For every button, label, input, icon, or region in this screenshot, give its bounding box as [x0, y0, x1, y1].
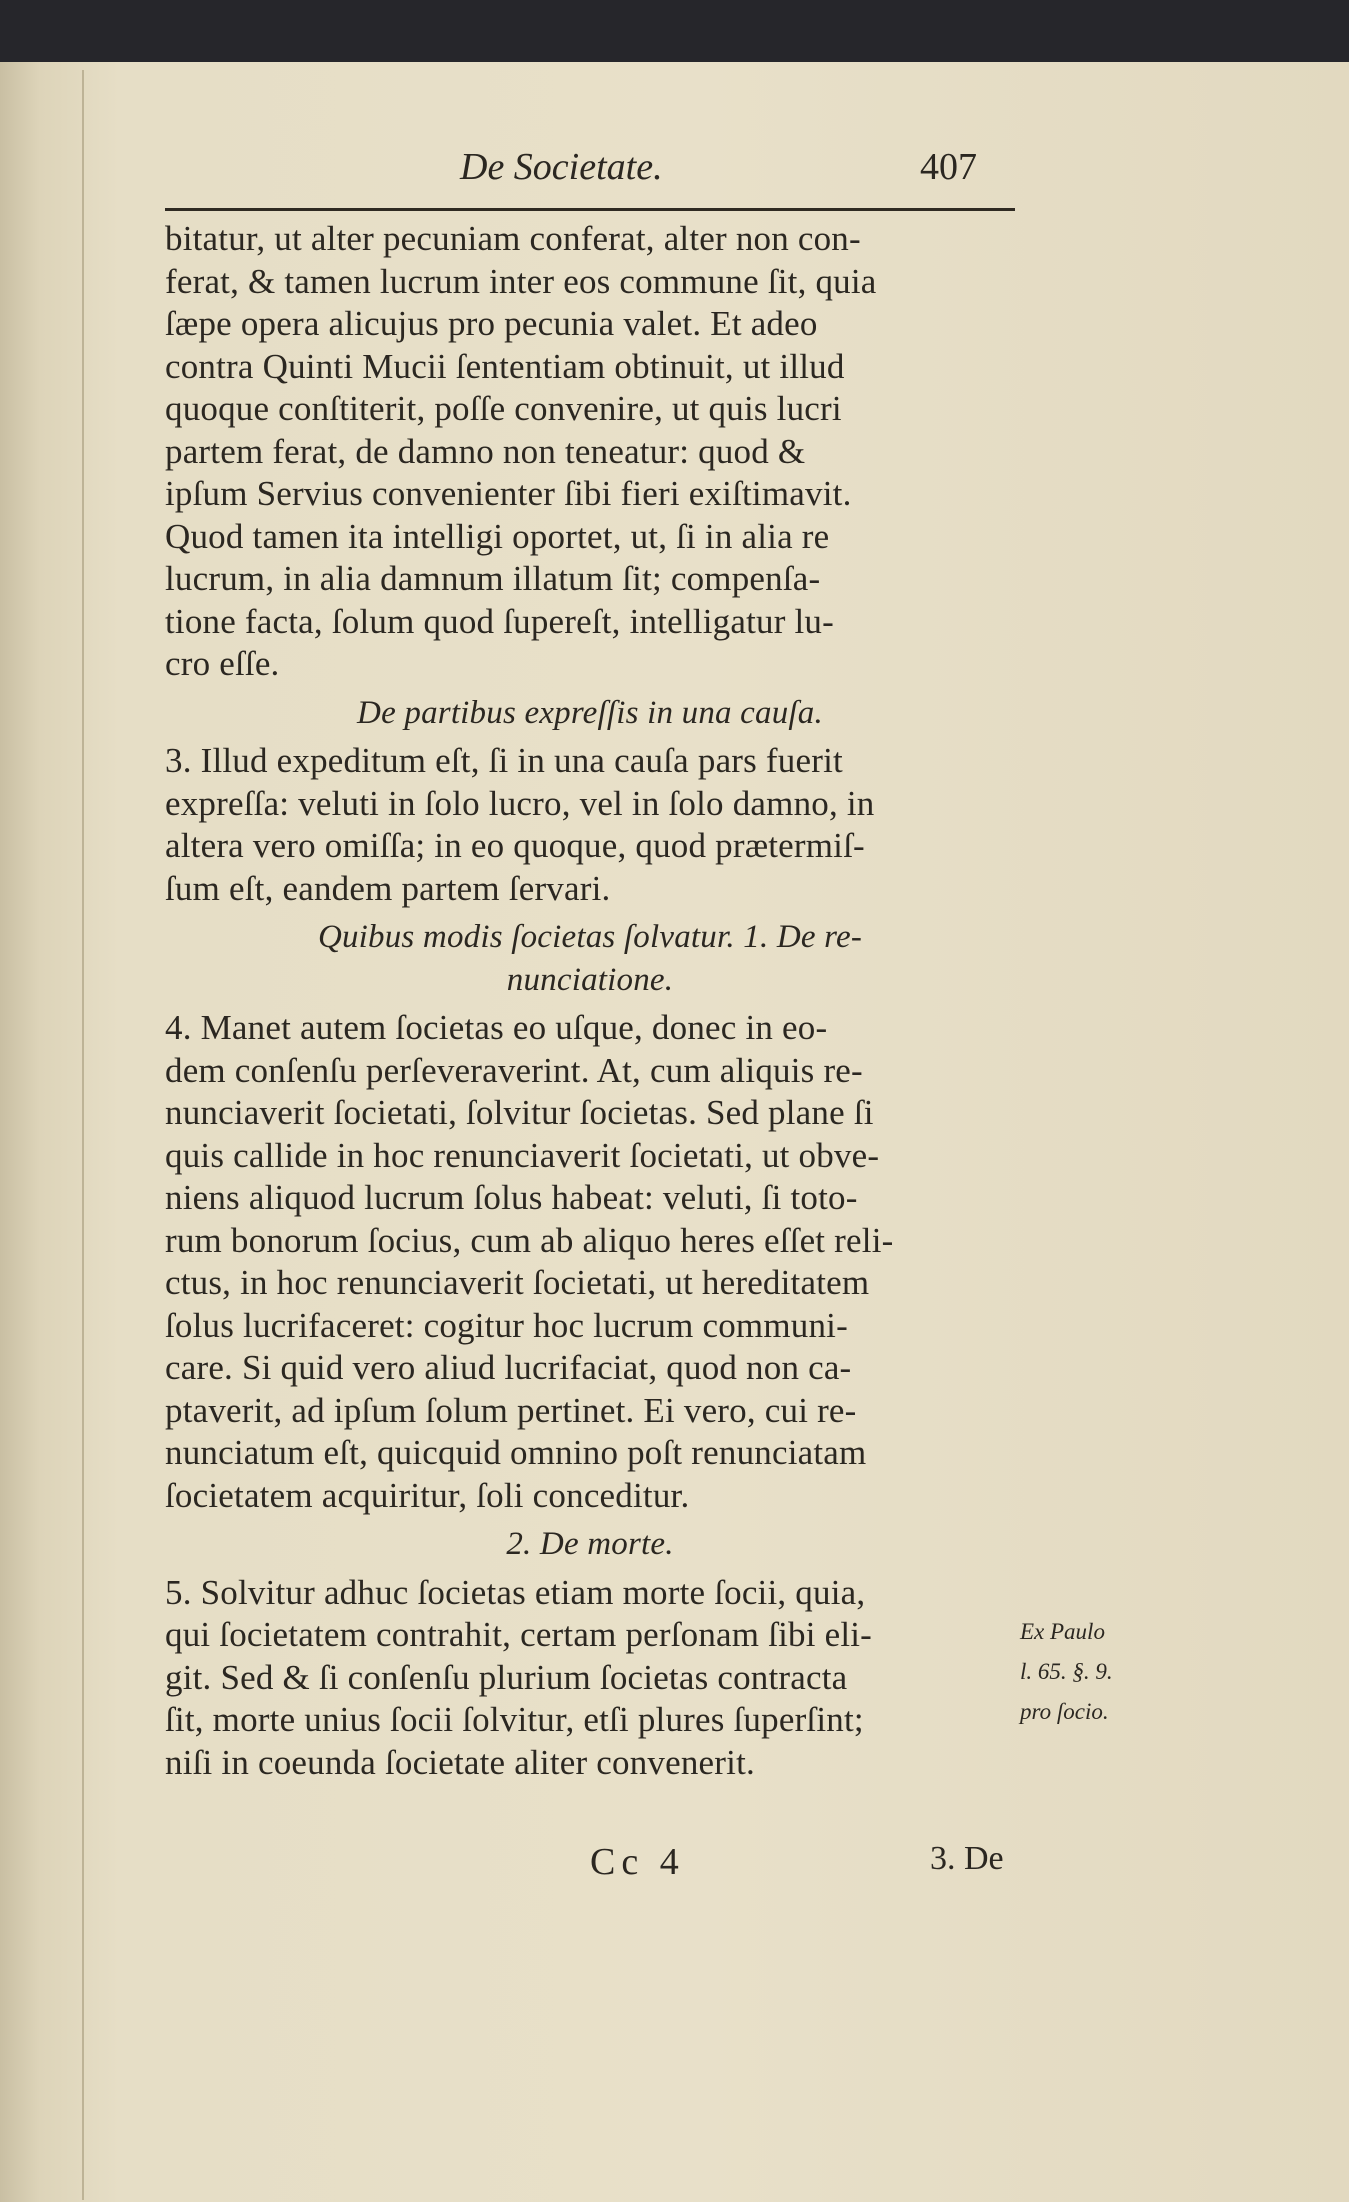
paragraph-3 [165, 740, 1015, 910]
text-line: quis callide in hoc renunciaverit ſocietati, ut obve- [165, 1135, 880, 1175]
text-line: care. Si quid vero aliud lucrifaciat, quod non ca- [165, 1348, 852, 1387]
text-line: qui ſocietatem contrahit, certam perſonam ſibi eli- [165, 1615, 873, 1654]
text-line: ctus, in hoc renunciaverit ſocietati, ut hereditatem [165, 1263, 870, 1302]
heading-line: Quibus modis ſocietas ſolvatur. 1. De re- [317, 919, 863, 955]
text-line: Quod tamen ita intelligi oportet, ut, ſi in alia re [165, 516, 830, 556]
header-rule [165, 208, 1015, 211]
text-line: lucrum, in alia damnum illatum ſit; compenſa- [165, 559, 821, 598]
text-line: niſi in coeunda ſocietate aliter convenerit. [165, 1742, 755, 1782]
text-line: rum bonorum ſocius, cum ab aliquo heres eſſet reli- [165, 1220, 894, 1260]
catchword: 3. De [930, 1840, 1004, 1877]
text-line: partem ferat, de damno non teneatur: quod & [165, 431, 806, 471]
text-line: tione facta, ſolum quod ſupereſt, intelligatur lu- [165, 601, 834, 641]
signature-mark: Cc 4 [590, 1841, 685, 1883]
scan-background [0, 0, 1349, 62]
body-text [165, 218, 1015, 1784]
text-line: expreſſa: veluti in ſolo lucro, vel in ſolo damno, in [165, 783, 875, 823]
text-line: ſum eſt, eandem partem ſervari. [165, 868, 611, 908]
page-number: 407 [920, 146, 977, 188]
section-heading: De partibus expreſſis in una cauſa. [357, 694, 823, 731]
text-line: quoque conſtiterit, poſſe convenire, ut quis lucri [165, 389, 842, 428]
running-title: De Societate. [460, 146, 663, 188]
heading-line: nunciatione. [506, 961, 674, 998]
paragraph-5 [165, 1572, 1015, 1785]
text-line: ſæpe opera alicujus pro pecunia valet. Et adeo [165, 304, 818, 343]
text-line: cro eſſe. [165, 644, 280, 683]
text-line: ſolus lucrifaceret: cogitur hoc lucrum communi- [165, 1305, 848, 1345]
text-line: niens aliquod lucrum ſolus habeat: veluti, ſi toto- [165, 1178, 858, 1217]
text-line: ſocietatem acquiritur, ſoli conceditur. [165, 1475, 690, 1515]
text-line: ferat, & tamen lucrum inter eos commune ſit, quia [165, 261, 877, 301]
text-line: 3. Illud expeditum eſt, ſi in una cauſa pars fuerit [165, 741, 843, 780]
text-line: altera vero omiſſa; in eo quoque, quod prætermiſ- [165, 826, 865, 865]
text-line: 4. Manet autem ſocietas eo uſque, donec in eo- [165, 1008, 828, 1047]
margin-note [1020, 1612, 1190, 1732]
paragraph-continued [165, 218, 1015, 686]
paragraph-4 [165, 1007, 1015, 1517]
text-line: ipſum Servius convenienter ſibi fieri exiſtimavit. [165, 474, 852, 513]
text-line: ptaverit, ad ipſum ſolum pertinet. Ei vero, cui re- [165, 1390, 857, 1430]
margin-note-line: pro ſocio. [1020, 1699, 1109, 1724]
text-line: nunciatum eſt, quicquid omnino poſt renunciatam [165, 1433, 867, 1472]
text-line: contra Quinti Mucii ſententiam obtinuit, ut illud [165, 346, 845, 386]
text-line: bitatur, ut alter pecuniam conferat, alter non con- [165, 219, 861, 258]
page-gutter-line [82, 70, 84, 2200]
text-line: ſit, morte unius ſocii ſolvitur, etſi plures ſuperſint; [165, 1700, 864, 1739]
section-heading [165, 916, 1015, 1001]
text-line: dem conſenſu perſeveraverint. At, cum aliquis re- [165, 1050, 863, 1090]
margin-note-line: l. 65. §. 9. [1020, 1659, 1113, 1684]
section-heading: 2. De morte. [506, 1526, 674, 1562]
text-line: 5. Solvitur adhuc ſocietas etiam morte ſocii, quia, [165, 1572, 866, 1612]
text-line: git. Sed & ſi conſenſu plurium ſocietas contracta [165, 1657, 848, 1697]
page-header [160, 145, 1020, 195]
text-line: nunciaverit ſocietati, ſolvitur ſocietas. Sed plane ſi [165, 1093, 874, 1132]
margin-note-line: Ex Paulo [1020, 1619, 1105, 1644]
